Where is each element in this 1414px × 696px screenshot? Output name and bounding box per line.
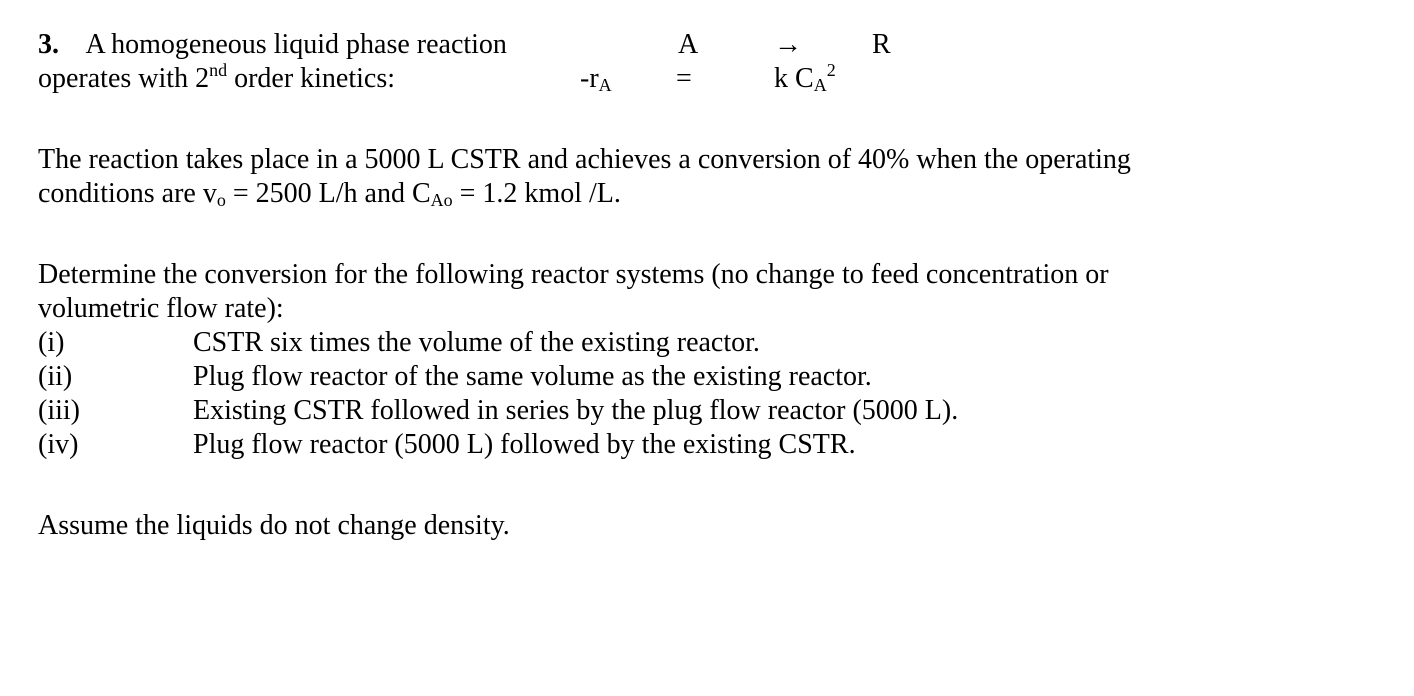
question-number: 3.: [38, 29, 59, 60]
question-intro: A homogeneous liquid phase reaction: [85, 29, 507, 60]
task-item-label: (i): [38, 327, 65, 358]
task-item-label: (iii): [38, 395, 80, 426]
reaction-arrow: →: [774, 29, 802, 60]
conditions-line-1: The reaction takes place in a 5000 L CSTR and achieves a conversion of 40% when the operating: [38, 144, 1131, 175]
task-item-text: Existing CSTR followed in series by the plug flow reactor (5000 L).: [193, 395, 959, 426]
task-item-text: Plug flow reactor of the same volume as the existing reactor.: [193, 361, 872, 392]
kinetics-line: operates with 2nd order kinetics:: [38, 60, 396, 94]
reactant: A: [678, 29, 699, 60]
task-item-label: (ii): [38, 361, 73, 392]
task-item-text: CSTR six times the volume of the existing reactor.: [193, 327, 760, 358]
product: R: [872, 29, 891, 60]
conditions-line-2: conditions are $v_o = 2500$ L/h and $C_{Ao} = 1.2$ kmol /L.: [38, 178, 621, 210]
rate-lhs: $-r_A$: [580, 63, 612, 95]
question-header: [38, 31, 507, 59]
rate-rhs: k $C_A^2$: [774, 60, 836, 95]
assumption-text: Assume the liquids do not change density.: [38, 510, 510, 541]
task-line-1: Determine the conversion for the following reactor systems (no change to feed concentration or: [38, 259, 1109, 290]
task-item-text: Plug flow reactor (5000 L) followed by the existing CSTR.: [193, 429, 856, 460]
task-item-label: (iv): [38, 429, 79, 460]
task-line-2: volumetric flow rate):: [38, 293, 284, 324]
rate-equals: =: [676, 63, 692, 94]
